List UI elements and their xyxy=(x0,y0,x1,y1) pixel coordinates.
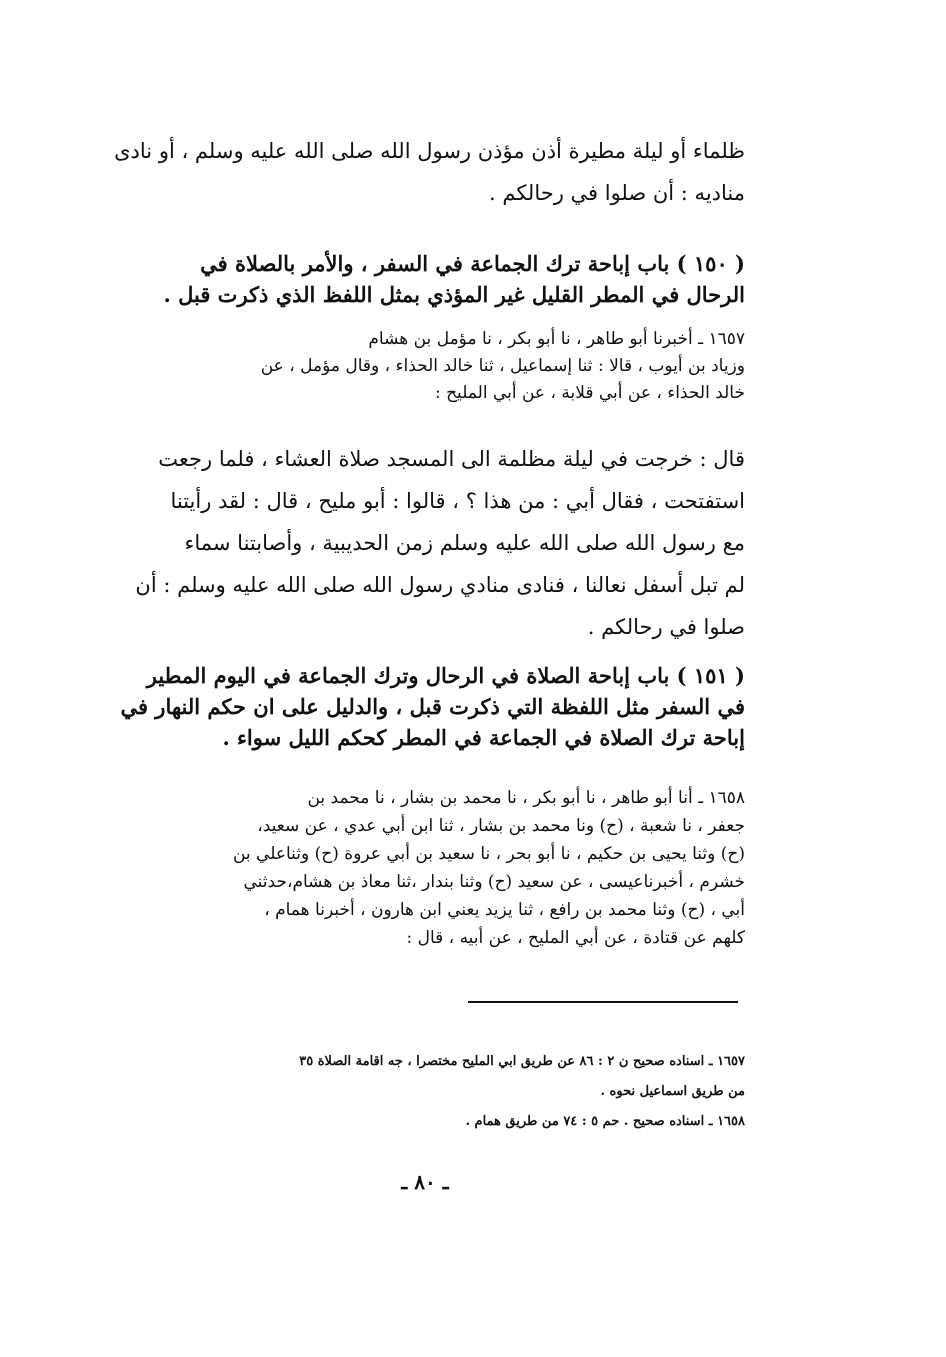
text-line: جعفر ، نا شعبة ، (ح) ونا محمد بن بشار ، ثنا ابن أبي عدي ، عن سعيد، xyxy=(257,816,745,836)
chapter-heading-150 xyxy=(100,248,745,310)
footnote-1657-continued: من طريق اسماعيل نحوه . xyxy=(600,1084,745,1099)
text-line: خالد الحذاء ، عن أبي قلابة ، عن أبي المليح : xyxy=(434,383,745,403)
text-line: وزياد بن أيوب ، قالا : ثنا إسماعيل ، ثنا خالد الحذاء ، وقال مؤمل ، عن xyxy=(260,356,745,376)
heading-line: ( ١٥٠ ) باب إباحة ترك الجماعة في السفر ، والأمر بالصلاة في xyxy=(200,251,745,276)
page-number: ـ ٨٠ ـ xyxy=(401,1170,449,1194)
text-line: لم تبل أسفل نعالنا ، فنادى منادي رسول الله صلى الله عليه وسلم : أن xyxy=(135,573,745,597)
text-line: خشرم ، أخبرناعيسى ، عن سعيد (ح) وثنا بندار ،ثنا معاذ بن هشام،حدثني xyxy=(243,872,745,892)
continuation-paragraph xyxy=(100,130,745,214)
footnote-1658: ١٦٥٨ ـ اسناده صحيح . حم ٥ : ٧٤ من طريق همام . xyxy=(465,1114,745,1129)
text-line: ١٦٥٨ ـ أنا أبو طاهر ، نا أبو بكر ، نا محمد بن بشار ، نا محمد بن xyxy=(307,788,745,808)
text-line: استفتحت ، فقال أبي : من هذا ؟ ، قالوا : أبو مليح ، قال : لقد رأيتنا xyxy=(170,489,745,513)
hadith-1658-isnad xyxy=(100,784,745,952)
heading-line: الرحال في المطر القليل غير المؤذي بمثل اللفظ الذي ذكرت قبل . xyxy=(163,282,745,307)
text-line: (ح) وثنا يحيى بن حكيم ، نا أبو بحر ، نا سعيد بن أبي عروة (ح) وثناعلي بن xyxy=(232,844,745,864)
text-line: ١٦٥٧ ـ أخبرنا أبو طاهر ، نا أبو بكر ، نا مؤمل بن هشام xyxy=(368,329,745,349)
hadith-1657-isnad xyxy=(100,326,745,407)
footnote-divider xyxy=(468,1001,738,1003)
heading-line: إباحة ترك الصلاة في الجماعة في المطر كحكم الليل سواء . xyxy=(222,725,745,750)
text-line: كلهم عن قتادة ، عن أبي المليح ، عن أبيه ، قال : xyxy=(406,928,745,948)
heading-line: ( ١٥١ ) باب إباحة الصلاة في الرحال وترك الجماعة في اليوم المطير xyxy=(146,663,745,688)
text-line: مع رسول الله صلى الله عليه وسلم زمن الحديبية ، وأصابتنا سماء xyxy=(184,531,745,555)
text-line: صلوا في رحالكم . xyxy=(587,615,745,639)
chapter-heading-151 xyxy=(100,660,745,753)
text-line: قال : خرجت في ليلة مظلمة الى المسجد صلاة العشاء ، فلما رجعت xyxy=(158,447,745,471)
text-line: مناديه : أن صلوا في رحالكم . xyxy=(489,181,745,205)
footnote-1657: ١٦٥٧ ـ اسناده صحيح ن ٢ : ٨٦ عن طريق ابي المليح مختصرا ، جه اقامة الصلاة ٣٥ xyxy=(299,1054,745,1069)
footnotes xyxy=(100,1047,745,1137)
text-line: أبي ، (ح) وثنا محمد بن رافع ، ثنا يزيد يعني ابن هارون ، أخبرنا همام ، xyxy=(264,900,745,920)
heading-line: في السفر مثل اللفظة التي ذكرت قبل ، والدليل على ان حكم النهار في xyxy=(120,694,745,719)
text-line: ظلماء أو ليلة مطيرة أذن مؤذن رسول الله صلى الله عليه وسلم ، أو نادى xyxy=(114,139,745,163)
hadith-1657-matn xyxy=(100,438,745,648)
